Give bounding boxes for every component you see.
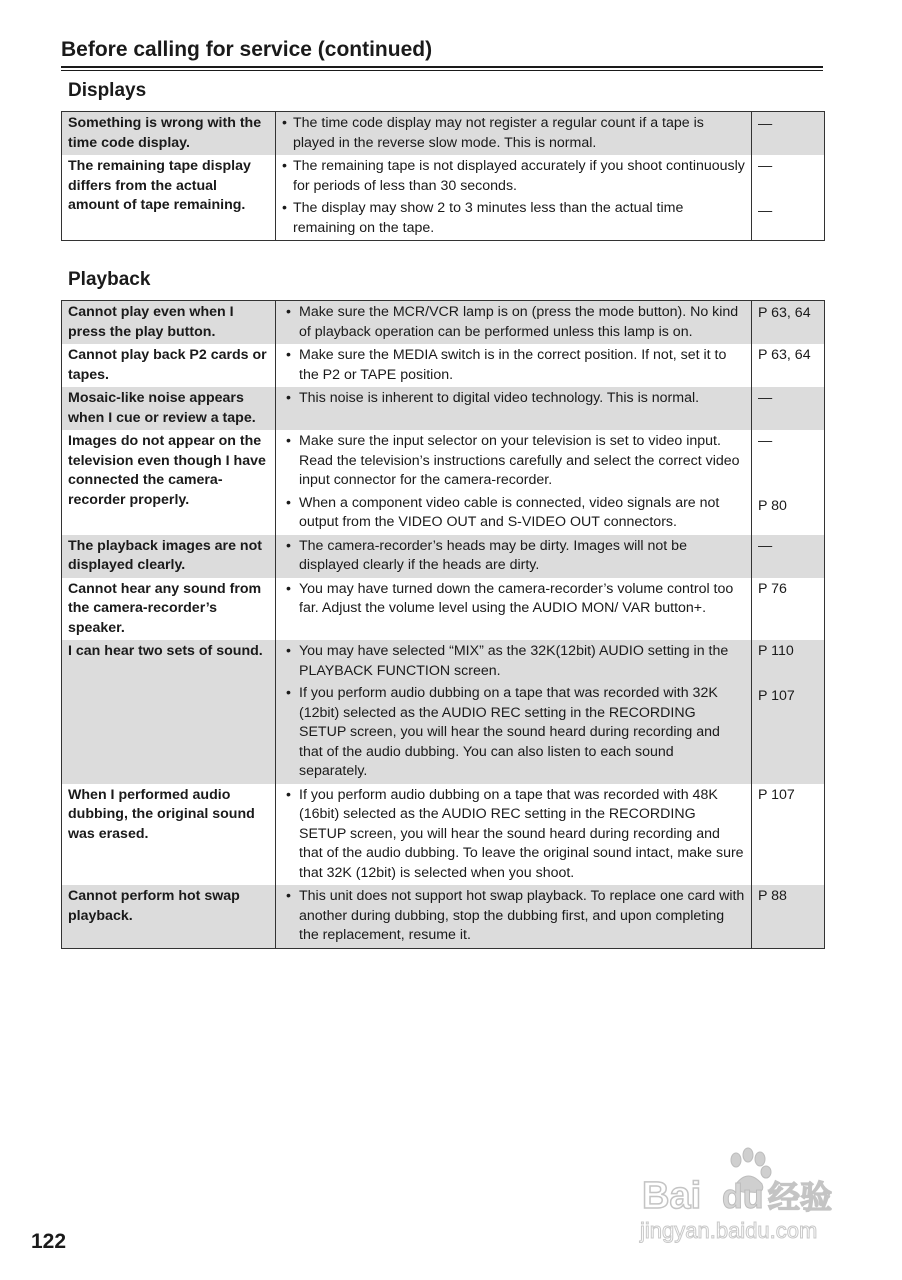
title-rule-thick [61,66,823,68]
symptom-cell: Cannot play back P2 cards or tapes. [62,344,276,387]
table-row [62,885,825,948]
remedy-cell [276,301,752,345]
reference-cell [752,155,825,241]
symptom-cell: Something is wrong with the time code display. [62,112,276,156]
table-row [62,640,825,784]
table-row [62,112,825,156]
remedy-cell [276,387,752,430]
symptom-cell: Mosaic-like noise appears when I cue or review a tape. [62,387,276,430]
symptom-cell: Cannot play even when I press the play button. [62,301,276,345]
table-row [62,344,825,387]
remedy-item: • The remaining tape is not displayed accurately if you shoot continuously for periods of less than 30 seconds. [282,157,745,196]
remedy-cell [276,155,752,241]
reference-cell [752,344,825,387]
remedy-item: • Make sure the MCR/VCR lamp is on (press the mode button). No kind of playback operation can be performed unless this lamp is on. [282,303,745,342]
table-row [62,387,825,430]
watermark-cn: 经验 [768,1178,833,1216]
page-title: Before calling for service (continued) [61,38,433,61]
section-heading-playback: Playback [68,269,151,290]
page-reference: — [758,158,773,174]
reference-cell [752,112,825,156]
remedy-item: • Make sure the MEDIA switch is in the correct position. If not, set it to the P2 or TAPE position. [282,346,745,385]
watermark-brand-du: du [722,1178,764,1216]
symptom-cell: The remaining tape display differs from the actual amount of tape remaining. [62,155,276,241]
remedy-cell [276,430,752,535]
remedy-cell [276,885,752,948]
remedy-item: • You may have selected “MIX” as the 32K(12bit) AUDIO setting in the PLAYBACK FUNCTION screen. [282,642,745,681]
remedy-item: • This noise is inherent to digital video technology. This is normal. [282,389,745,409]
symptom-cell: The playback images are not displayed clearly. [62,535,276,578]
remedy-item: • The display may show 2 to 3 minutes less than the actual time remaining on the tape. [282,199,745,238]
reference-cell [752,885,825,948]
remedy-item: • If you perform audio dubbing on a tape that was recorded with 48K (16bit) selected as the AUDIO REC setting in the RECORDING SETUP screen, you will hear the sound heard during recording and that of the audio dubbing. To leave the original sound intact, make sure that 32K (12bit) is selected when you shoot. [282,786,745,884]
playback-table [61,300,825,949]
remedy-cell [276,535,752,578]
page-reference: P 107 [758,786,795,803]
section-heading-displays: Displays [68,80,147,101]
displays-table [61,111,825,241]
remedy-cell [276,784,752,886]
table-row [62,430,825,535]
symptom-cell: When I performed audio dubbing, the original sound was erased. [62,784,276,886]
remedy-item: • Make sure the input selector on your television is set to video input. Read the television’s instructions carefully and select the correct video input connector for the camera-recorder. [282,432,745,491]
symptom-cell: Cannot perform hot swap playback. [62,885,276,948]
table-row [62,301,825,345]
remedy-item: • The camera-recorder’s heads may be dirty. Images will not be displayed clearly if the heads are dirty. [282,537,745,576]
page-reference: — [758,203,773,219]
remedy-item: • You may have turned down the camera-recorder’s volume control too far. Adjust the volume level using the AUDIO MON/ VAR button+. [282,580,745,619]
watermark-url: jingyan.baidu.com [640,1218,818,1243]
page-reference: — [758,537,773,554]
page-reference: P 63, 64 [758,347,811,363]
remedy-cell [276,578,752,641]
remedy-item: • When a component video cable is connected, video signals are not output from the VIDEO OUT and S-VIDEO OUT connectors. [282,494,745,533]
title-rule-thin [61,70,823,71]
watermark-brand: Bai [642,1175,702,1217]
page-reference: P 63, 64 [758,304,811,321]
table-row [62,535,825,578]
symptom-cell: Cannot hear any sound from the camera-recorder’s speaker. [62,578,276,641]
symptom-cell: Images do not appear on the television even though I have connected the camera-recorder properly. [62,430,276,535]
page-reference: P 76 [758,580,787,597]
page-reference: P 80 [758,497,787,514]
table-row [62,155,825,241]
page-reference: — [758,433,773,449]
reference-cell [752,301,825,345]
table-row [62,578,825,641]
symptom-cell: I can hear two sets of sound. [62,640,276,784]
remedy-item: • If you perform audio dubbing on a tape that was recorded with 32K (12bit) selected as the AUDIO REC setting in the RECORDING SETUP screen, you will hear the sound heard during recording and that of the audio dubbing. You can also listen to each sound separately. [282,684,745,782]
remedy-cell [276,640,752,784]
page-number: 122 [31,1230,67,1253]
reference-cell [752,640,825,784]
remedy-item: • The time code display may not register a regular count if a tape is played in the reverse slow mode. This is normal. [282,114,745,153]
page-reference: P 110 [758,643,794,659]
remedy-cell [276,112,752,156]
page-reference: — [758,390,773,406]
page-reference: P 88 [758,888,787,904]
reference-cell [752,387,825,430]
page-reference: — [758,115,773,132]
reference-cell [752,535,825,578]
reference-cell [752,430,825,535]
baidu-watermark-logo [638,1146,848,1246]
remedy-cell [276,344,752,387]
page-reference: P 107 [758,688,795,704]
table-row [62,784,825,886]
reference-cell [752,578,825,641]
reference-cell [752,784,825,886]
remedy-item: • This unit does not support hot swap playback. To replace one card with another during dubbing, stop the dubbing first, and upon completing the replacement, resume it. [282,887,745,946]
